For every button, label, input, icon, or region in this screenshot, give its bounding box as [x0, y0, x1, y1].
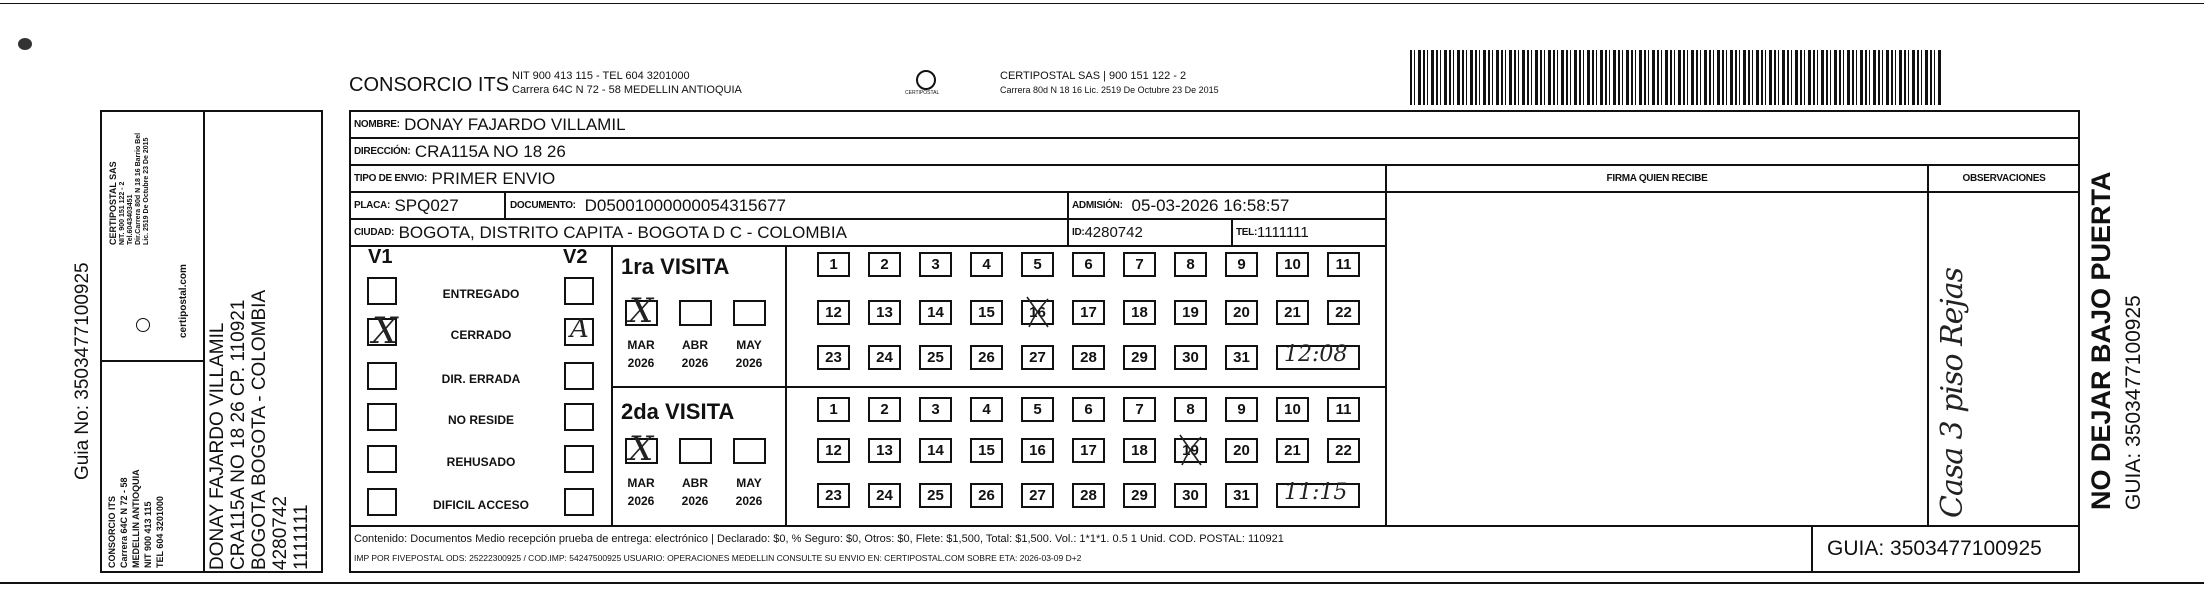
day-box[interactable]: 23	[817, 483, 850, 508]
day-box[interactable]: 26	[970, 345, 1003, 370]
v2-checkbox[interactable]	[564, 403, 594, 431]
carrier-line1: CERTIPOSTAL SAS | 900 151 122 - 2	[1000, 70, 1187, 82]
day-box[interactable]: 15	[970, 300, 1003, 325]
stub-carrier-site: certipostal.com	[178, 264, 189, 338]
day-box[interactable]: 28	[1072, 345, 1105, 370]
company-line2: Carrera 64C N 72 - 58 MEDELLIN ANTIOQUIA	[512, 84, 742, 96]
day-box[interactable]: 10	[1276, 397, 1309, 422]
day-box[interactable]: 9	[1225, 397, 1258, 422]
day-box[interactable]: 9	[1225, 252, 1258, 277]
v1-checkbox[interactable]	[367, 362, 397, 390]
month-label: MAR	[627, 476, 655, 490]
day-box[interactable]: 1	[817, 397, 850, 422]
certipostal-logo-icon	[916, 70, 936, 90]
status-label: ENTREGADO	[442, 287, 520, 301]
barcode	[1410, 50, 1943, 105]
direccion-field: DIRECCIÓN: CRA115A NO 18 26	[354, 141, 566, 161]
corner-blob-icon	[18, 38, 32, 50]
day-box[interactable]: 31	[1225, 483, 1258, 508]
day-box[interactable]: 6	[1072, 397, 1105, 422]
month-box[interactable]	[733, 438, 766, 464]
month-check-mark: X	[629, 291, 654, 331]
v2-label: V2	[563, 246, 588, 268]
day-box[interactable]: 3	[919, 397, 952, 422]
company-line1: NIT 900 413 115 - TEL 604 3201000	[512, 70, 690, 82]
day-box[interactable]: 13	[868, 438, 901, 463]
v2-checkbox[interactable]	[564, 277, 594, 305]
stub-recipient: DONAY FAJARDO VILLAMIL CRA115A NO 18 26 CP. 110921 BOGOTA BOGOTA - COLOMBIA 4280742 1111111	[207, 289, 312, 570]
day-box[interactable]: 5	[1021, 397, 1054, 422]
day-box[interactable]: 24	[868, 345, 901, 370]
stub-hdivider	[100, 360, 204, 362]
month-box[interactable]	[679, 300, 712, 326]
v1-checkbox[interactable]	[367, 403, 397, 431]
tel-field: TEL: 1111111	[1236, 224, 1309, 241]
day-box[interactable]: 21	[1276, 300, 1309, 325]
carrier-line2: Carrera 80d N 18 16 Lic. 2519 De Octubre 23 De 2015	[1000, 85, 1219, 95]
day-box[interactable]: 4	[970, 397, 1003, 422]
day-box[interactable]: 12	[817, 300, 850, 325]
side-guia: GUIA: 3503477100925	[2122, 295, 2145, 510]
day-box[interactable]: 16	[1021, 438, 1054, 463]
visit-time: 12:08	[1284, 342, 1348, 367]
day-box[interactable]: 3	[919, 252, 952, 277]
day-box[interactable]: 18	[1123, 438, 1156, 463]
day-box[interactable]: 2	[868, 397, 901, 422]
day-box[interactable]: 8	[1174, 397, 1207, 422]
day-box[interactable]: 24	[868, 483, 901, 508]
day-box[interactable]: 4	[970, 252, 1003, 277]
month-check-mark: X	[629, 429, 654, 469]
day-box[interactable]: 29	[1123, 345, 1156, 370]
day-box[interactable]: 22	[1327, 438, 1360, 463]
ciudad-field: CIUDAD: BOGOTA, DISTRITO CAPITA - BOGOTA D C - COLOMBIA	[354, 222, 847, 242]
stub-logo-icon	[136, 318, 150, 332]
v1-checkbox[interactable]	[367, 445, 397, 473]
day-box[interactable]: 20	[1225, 300, 1258, 325]
visit-title: 2da VISITA	[621, 399, 735, 424]
day-box[interactable]: 7	[1123, 252, 1156, 277]
footer-line	[349, 525, 2080, 527]
day-box[interactable]: 25	[919, 483, 952, 508]
month-label: ABR	[682, 338, 708, 352]
day-box[interactable]: 27	[1021, 483, 1054, 508]
firma-area[interactable]	[1387, 193, 1925, 523]
day-box[interactable]: 19	[1174, 438, 1207, 463]
day-box[interactable]: 11	[1327, 252, 1360, 277]
month-box[interactable]	[679, 438, 712, 464]
v1-checkbox[interactable]	[367, 488, 397, 516]
obs-divider	[1927, 164, 1929, 525]
year-label: 2026	[627, 494, 655, 508]
day-box[interactable]: 14	[919, 438, 952, 463]
tel-divider	[1231, 218, 1233, 245]
v2-checkbox[interactable]	[564, 488, 594, 516]
v2-checkbox[interactable]	[564, 445, 594, 473]
footer-imp: IMP POR FIVEPOSTAL ODS: 25222300925 / COD.IMP: 54247500925 USUARIO: OPERACIONES MEDELLIN CONSULTE SU ENVIO EN: CERTIPOSTAL.COM SOBRE ETA: 2026-03-09 D+2	[354, 553, 1082, 563]
month-label: MAY	[736, 476, 762, 490]
day-box[interactable]: 5	[1021, 252, 1054, 277]
day-box[interactable]: 26	[970, 483, 1003, 508]
day-box[interactable]: 23	[817, 345, 850, 370]
v2-check-mark: A	[570, 314, 589, 344]
year-label: 2026	[627, 356, 655, 370]
day-box[interactable]: 16	[1021, 300, 1054, 325]
status-label: NO RESIDE	[447, 413, 514, 427]
stub-sender: CONSORCIO ITS Carrera 64C N 72 - 58 MEDELLIN ANTIOQUIA NIT 900 413 115 TEL 604 3201000	[107, 469, 165, 568]
day-box[interactable]: 21	[1276, 438, 1309, 463]
status-label: CERRADO	[450, 328, 512, 342]
tipo-envio-field: TIPO DE ENVIO: PRIMER ENVIO	[354, 168, 556, 188]
footer-guia: GUIA: 3503477100925	[1827, 537, 2042, 560]
year-label: 2026	[735, 494, 763, 508]
nombre-field: NOMBRE: DONAY FAJARDO VILLAMIL	[354, 114, 626, 134]
status-label: DIR. ERRADA	[441, 372, 521, 386]
day-box[interactable]: 12	[817, 438, 850, 463]
day-box[interactable]: 13	[868, 300, 901, 325]
day-box[interactable]: 8	[1174, 252, 1207, 277]
day-box[interactable]: 1	[817, 252, 850, 277]
status-label: DIFICIL ACCESO	[432, 498, 529, 512]
month-box[interactable]	[733, 300, 766, 326]
day-box[interactable]: 25	[919, 345, 952, 370]
observaciones-handwriting: Casa 3 piso Rejas	[1935, 268, 1970, 518]
day-box[interactable]: 15	[970, 438, 1003, 463]
day-box[interactable]: 11	[1327, 397, 1360, 422]
day-box[interactable]: 22	[1327, 300, 1360, 325]
day-box[interactable]: 7	[1123, 397, 1156, 422]
day-box[interactable]: 14	[919, 300, 952, 325]
day-box[interactable]: 18	[1123, 300, 1156, 325]
placa-divider	[504, 191, 506, 218]
day-box[interactable]: 28	[1072, 483, 1105, 508]
firma-header: FIRMA QUIEN RECIBE	[1606, 173, 1708, 184]
stub-guia-number: Guia No: 3503477100925	[72, 262, 93, 480]
no-dejar-warning: NO DEJAR BAJO PUERTA	[2086, 171, 2116, 510]
year-label: 2026	[681, 494, 709, 508]
v2-checkbox[interactable]	[564, 362, 594, 390]
day-box[interactable]: 29	[1123, 483, 1156, 508]
documento-field: DOCUMENTO: D05001000000054315677	[510, 195, 786, 215]
placa-field: PLACA: SPQ027	[354, 195, 459, 215]
footer-content: Contenido: Documentos Medio recepción prueba de entrega: electrónico | Declarado: $0, % Seguro: $0, Otros: $0, Flete: $1,500, Total: $1,500. Vol.: 1*1*1. 0.5 1 Unid. COD. POSTAL: 110921	[354, 533, 1284, 545]
visit-title: 1ra VISITA	[621, 254, 730, 279]
year-label: 2026	[735, 356, 763, 370]
month-label: MAR	[627, 338, 655, 352]
id-field: ID: 4280742	[1072, 224, 1143, 241]
day-box[interactable]: 20	[1225, 438, 1258, 463]
v1-label: V1	[368, 246, 393, 268]
observaciones-header: OBSERVACIONES	[1962, 173, 2046, 184]
row-line	[349, 137, 2080, 139]
logo-caption: CERTIPOSTAL	[905, 90, 940, 96]
day-box[interactable]: 27	[1021, 345, 1054, 370]
month-label: MAY	[736, 338, 762, 352]
status-divider	[611, 245, 613, 525]
day-box[interactable]: 17	[1072, 438, 1105, 463]
day-box[interactable]: 17	[1072, 300, 1105, 325]
footer-divider	[1811, 525, 1813, 573]
day-box[interactable]: 2	[868, 252, 901, 277]
v1-checkbox[interactable]	[367, 277, 397, 305]
status-label: REHUSADO	[446, 455, 516, 469]
row-line	[349, 245, 1385, 247]
admision-field: ADMISIÓN: 05-03-2026 16:58:57	[1072, 195, 1290, 215]
visit-time: 11:15	[1284, 480, 1348, 505]
day-box[interactable]: 19	[1174, 300, 1207, 325]
stub-divider	[203, 110, 205, 573]
page-edge-bottom	[0, 582, 2204, 584]
company-name: CONSORCIO ITS	[349, 74, 510, 96]
page-edge-top	[0, 3, 2204, 4]
calendar-divider	[785, 245, 787, 525]
visit-divider	[611, 386, 1385, 388]
day-box[interactable]: 30	[1174, 345, 1207, 370]
day-box[interactable]: 31	[1225, 345, 1258, 370]
year-label: 2026	[681, 356, 709, 370]
day-box[interactable]: 10	[1276, 252, 1309, 277]
admision-divider	[1067, 191, 1069, 245]
month-label: ABR	[682, 476, 708, 490]
day-box[interactable]: 30	[1174, 483, 1207, 508]
day-box[interactable]: 6	[1072, 252, 1105, 277]
stub-carrier: CERTIPOSTAL SAS NIT. 900 151 122 - 2 Tel.6043403451 Dir.Carrera 80d N 18 16 Barrio Bel Lic. 2519 De Octubre 23 De 2015	[108, 132, 150, 245]
v1-check-mark: X	[372, 311, 398, 352]
